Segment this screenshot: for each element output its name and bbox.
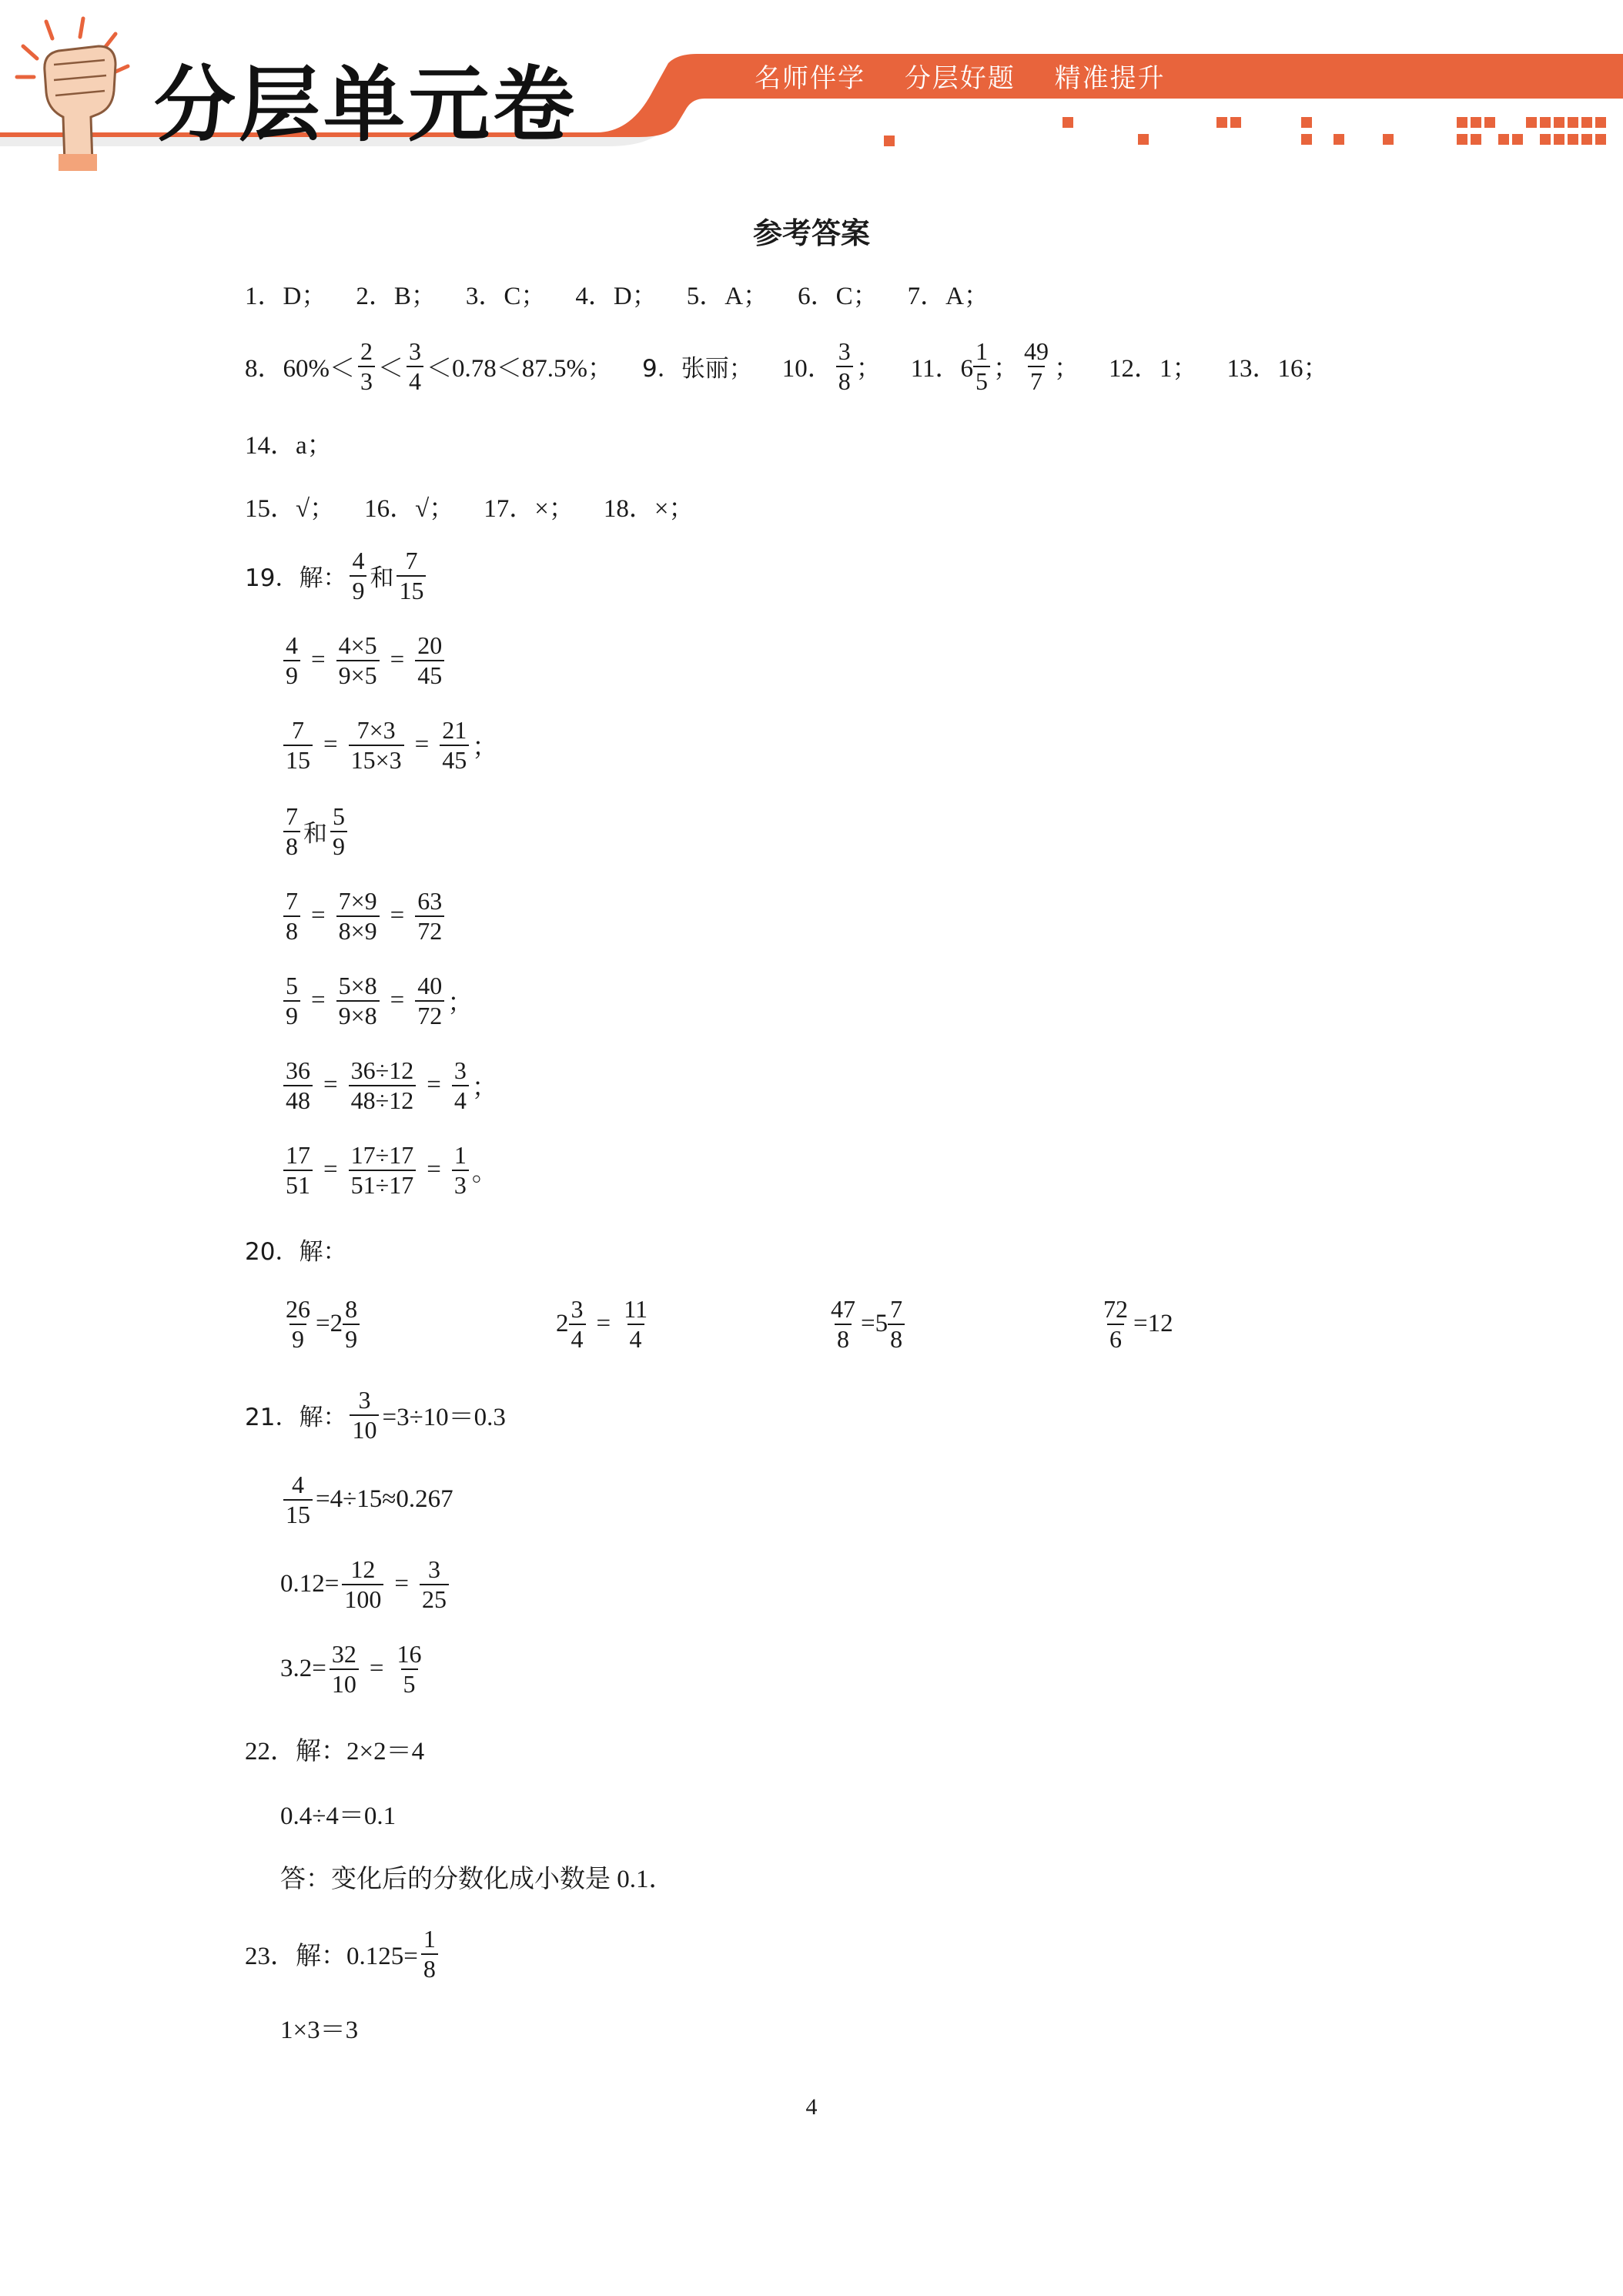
answer-19-row-3 <box>280 887 447 946</box>
answer-18: 18．×； <box>603 495 694 523</box>
answers-8-13 <box>245 337 1329 396</box>
semicolon: ； <box>472 734 498 762</box>
equals: = <box>323 731 338 759</box>
fraction: $\frac{7}{8}$ <box>283 887 300 946</box>
answer-9: 9．张丽； <box>642 355 753 383</box>
answer-5: 5．A； <box>686 283 769 310</box>
answer-21-line-1 <box>245 1386 506 1444</box>
equals: = <box>427 1156 441 1184</box>
equals: = <box>596 1310 611 1338</box>
and-text: 和 <box>303 820 327 848</box>
slogan-2: 分层好题 <box>904 63 1016 94</box>
answer-21-line-4 <box>280 1640 427 1699</box>
answer-22-line-3: 答：变化后的分数化成小数是 0.1． <box>280 1866 674 1893</box>
calc-text: =3÷10＝0.3 <box>382 1404 506 1432</box>
semicolon: ； <box>993 355 1019 383</box>
result-text: =2 <box>316 1310 343 1338</box>
fraction: $\frac{7}{15}$ <box>283 716 313 775</box>
answer-22-line-2: 0.4÷4＝0.1 <box>280 1802 397 1830</box>
fraction: $\frac{47}{8}$ <box>831 1295 855 1353</box>
fraction: $\frac{17\div 17}{51\div 17}$ <box>349 1141 417 1200</box>
fraction: $\frac{7}{8}$ <box>283 802 300 861</box>
equals: = <box>390 986 405 1015</box>
answers-15-18 <box>245 488 694 524</box>
equals: = <box>390 646 405 674</box>
answer-21-line-2 <box>280 1471 453 1529</box>
fraction: $\frac{8}{9}$ <box>343 1295 360 1354</box>
answer-20-a <box>280 1295 363 1354</box>
fraction: $\frac{20}{45}$ <box>415 631 444 690</box>
period: 。 <box>471 1159 497 1187</box>
page-header <box>0 0 1623 177</box>
fraction: $\frac{3}{4}$ <box>569 1295 586 1354</box>
answer-8-suffix: ＜0.78＜87.5%； <box>427 355 613 383</box>
fraction: $\frac{16}{5}$ <box>397 1640 422 1698</box>
equals: = <box>394 1570 409 1598</box>
answer-21-line-3 <box>280 1555 452 1614</box>
fraction: $\frac{26}{9}$ <box>286 1295 310 1353</box>
slogan-3: 精准提升 <box>1054 63 1166 94</box>
fraction: $\frac{7}{15}$ <box>397 547 426 605</box>
semicolon: ； <box>471 1074 497 1103</box>
answer-19-label: 19．解： <box>245 564 347 593</box>
calc-text: 3.2= <box>280 1655 326 1683</box>
answer-3: 3．C； <box>465 283 547 310</box>
fraction: $\frac{7\times 9}{8\times 9}$ <box>336 887 380 946</box>
fraction: $\frac{3}{4}$ <box>452 1056 469 1115</box>
fraction: $\frac{1}{5}$ <box>973 337 990 396</box>
answer-17: 17．×； <box>484 495 574 523</box>
answer-20-label: 20．解： <box>245 1238 347 1266</box>
answers-1-7 <box>245 276 989 312</box>
fraction: $\frac{5}{9}$ <box>283 972 300 1030</box>
page-title: 参考答案 <box>752 216 870 250</box>
answer-6: 6．C； <box>798 283 878 310</box>
fraction: $\frac{7\times 3}{15\times 3}$ <box>349 716 404 775</box>
fraction: $\frac{3}{4}$ <box>407 337 423 396</box>
calc-text: =4÷15≈0.267 <box>316 1485 453 1514</box>
fraction: $\frac{3}{10}$ <box>350 1386 379 1444</box>
equals: = <box>323 1071 338 1099</box>
fraction: $\frac{3}{8}$ <box>836 337 853 396</box>
brand-title: 分层单元卷 <box>154 58 577 152</box>
calc-text: 0.12= <box>280 1570 340 1598</box>
fraction: $\frac{63}{72}$ <box>415 887 444 946</box>
page-number: 4 <box>805 2094 818 2120</box>
answer-22-line-1: 22．解：2×2＝4 <box>245 1738 425 1766</box>
answer-19-row-1 <box>280 631 447 690</box>
fraction: $\frac{40}{72}$ <box>415 972 444 1030</box>
equals: = <box>427 1071 441 1099</box>
fraction: $\frac{5}{9}$ <box>330 802 347 861</box>
result-text: =5 <box>861 1310 888 1338</box>
fraction: $\frac{7}{8}$ <box>888 1295 905 1354</box>
answer-19-row-5 <box>280 1056 497 1115</box>
fraction: $\frac{4}{15}$ <box>283 1471 313 1529</box>
answer-13: 13．16； <box>1226 355 1329 383</box>
equals: = <box>390 902 405 930</box>
answer-4: 4．D； <box>575 283 658 310</box>
fraction: $\frac{11}{4}$ <box>624 1295 648 1353</box>
answer-7: 7．A； <box>907 283 989 310</box>
answer-23-line-1 <box>245 1925 441 1983</box>
equals: = <box>311 902 326 930</box>
semicolon: ； <box>855 355 882 383</box>
equals: = <box>369 1655 384 1683</box>
fraction: $\frac{12}{100}$ <box>342 1555 383 1614</box>
whole-number: 2 <box>556 1310 569 1338</box>
answer-19-row-6 <box>280 1141 497 1200</box>
slogan-1: 名师伴学 <box>755 63 865 94</box>
and-text: 和 <box>370 564 394 593</box>
answer-14: 14．a； <box>245 432 333 460</box>
fraction: $\frac{72}{6}$ <box>1103 1295 1128 1353</box>
answer-19-row-4 <box>280 972 473 1030</box>
answer-16: 16．√； <box>364 495 455 523</box>
fraction: $\frac{49}{7}$ <box>1024 337 1049 395</box>
answer-20-d <box>1098 1295 1173 1354</box>
fraction: $\frac{4\times 5}{9\times 5}$ <box>336 631 380 690</box>
fraction: $\frac{1}{8}$ <box>421 1925 438 1983</box>
answer-11-label: 11．6 <box>910 355 974 383</box>
fist-icon <box>17 18 128 171</box>
fraction: $\frac{36\div 12}{48\div 12}$ <box>349 1056 417 1115</box>
answer-19-pair-2 <box>280 802 350 861</box>
semicolon: ； <box>1054 355 1080 383</box>
fraction: $\frac{17}{51}$ <box>283 1141 313 1200</box>
decorative-squares <box>884 117 1606 146</box>
slogan <box>755 57 1195 95</box>
fraction: $\frac{36}{48}$ <box>283 1056 313 1115</box>
answer-15: 15．√； <box>245 495 336 523</box>
equals: = <box>311 986 326 1015</box>
fraction: $\frac{3}{25}$ <box>420 1555 449 1614</box>
equals: = <box>311 646 326 674</box>
answer-19-head <box>245 547 429 605</box>
fraction: $\frac{5\times 8}{9\times 8}$ <box>336 972 380 1030</box>
equals: = <box>323 1156 338 1184</box>
answer-20-c <box>825 1295 908 1354</box>
answer-12: 12．1； <box>1109 355 1198 383</box>
fraction: $\frac{32}{10}$ <box>330 1640 359 1699</box>
fraction: $\frac{21}{45}$ <box>440 716 469 775</box>
fraction: $\frac{1}{3}$ <box>452 1141 469 1200</box>
equals: = <box>414 731 430 759</box>
answer-20-b <box>556 1295 653 1354</box>
answer-1: 1．D； <box>245 283 327 310</box>
answer-10-label: 10． <box>781 355 833 383</box>
fraction: $\frac{4}{9}$ <box>283 631 300 690</box>
fraction: $\frac{4}{9}$ <box>350 547 366 605</box>
less-than: ＜ <box>378 355 403 383</box>
semicolon: ； <box>447 989 474 1018</box>
answer-23-line-2: 1×3＝3 <box>280 2017 359 2044</box>
answer-21-label: 21．解： <box>245 1404 347 1432</box>
answer-2: 2．B； <box>356 283 437 310</box>
result-text: =12 <box>1133 1310 1173 1338</box>
fraction: $\frac{2}{3}$ <box>358 337 375 396</box>
answer-19-row-2 <box>280 716 497 775</box>
calc-text: 23．解：0.125= <box>245 1943 418 1971</box>
answer-8-prefix: 8．60%＜ <box>245 355 355 383</box>
